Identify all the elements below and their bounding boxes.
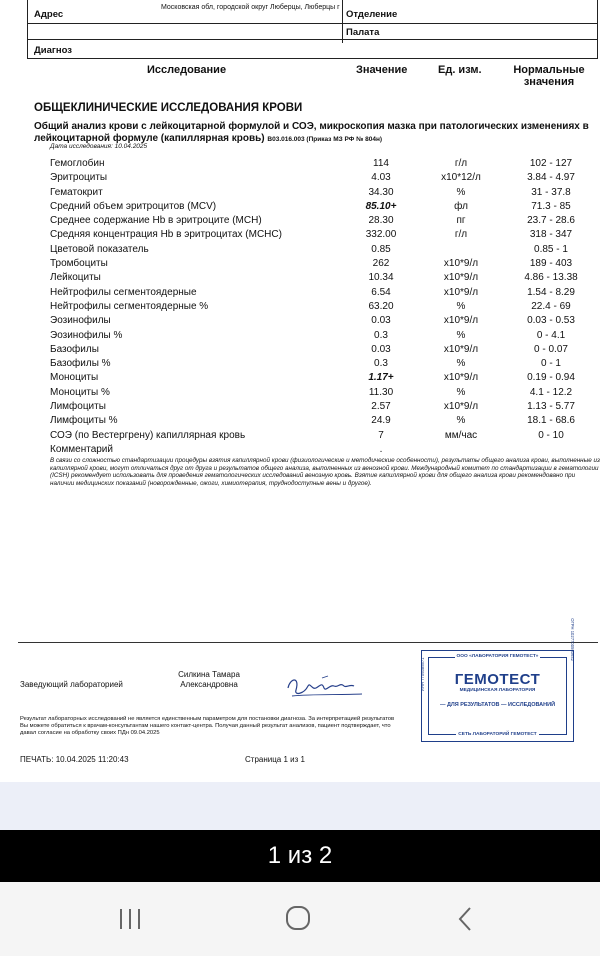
result-value: 2.57 xyxy=(371,401,391,413)
diagnosis-label: Диагноз xyxy=(34,45,72,56)
result-value: 0.03 xyxy=(371,315,391,327)
signature-image xyxy=(282,668,372,704)
lab-head-name: Силкина Тамара Александровна xyxy=(178,670,240,689)
result-name: Эритроциты xyxy=(50,172,108,184)
header-divider xyxy=(28,39,597,40)
result-norm: 102 - 127 xyxy=(529,158,573,169)
result-unit: пг xyxy=(456,215,466,227)
table-row xyxy=(0,243,600,257)
table-row xyxy=(0,400,600,414)
result-value: 63.20 xyxy=(368,300,394,312)
table-row xyxy=(0,257,600,271)
table-row xyxy=(0,286,600,300)
table-row xyxy=(0,414,600,428)
stamp-ogrn: ОГРН 1027700593642 xyxy=(570,618,575,661)
result-unit: x10*12/л xyxy=(441,172,481,184)
ward-label: Палата xyxy=(346,27,380,38)
table-row xyxy=(0,186,600,200)
result-name: Нейтрофилы сегментоядерные % xyxy=(50,300,209,312)
patient-header-table xyxy=(27,0,598,59)
stamp-inn: ИНН 7709385571 xyxy=(420,657,425,691)
result-norm: 0 - 10 xyxy=(538,429,564,441)
result-unit: фл xyxy=(454,200,468,212)
result-norm: 22.4 - 69 xyxy=(531,300,571,312)
result-norm: 4.86 - 13.38 xyxy=(524,272,578,284)
result-value: 34.30 xyxy=(368,186,394,198)
result-unit: x10*9/л xyxy=(443,315,479,327)
result-norm: 3.84 - 4.97 xyxy=(527,172,575,184)
result-value: 24.9 xyxy=(371,415,391,427)
result-norm: 0.03 - 0.53 xyxy=(527,315,575,327)
capillary-blood-note: В связи со сложностью стандартизации процедуры взятия капиллярной крови (физиологические и методические особенности), результаты общего анализа крови, выполненные из капиллярной крови, могут отличаться друг от друга и результатов общего анализа, выполненных из венозной крови. Международный комитет по стандартизации в гематологии (ICSH) рекомендует использовать для проведения гематологических исследований венозную кровь. Взятие капиллярной крови для общего анализа крови рекомендовано при наличии медицинских показаний (новорожденные, ожоги, химиотерапия, труднодоступные вены и другое). xyxy=(50,457,600,488)
result-name: Нейтрофилы сегментоядерные xyxy=(50,286,197,298)
result-unit: % xyxy=(456,386,466,398)
result-norm: 71.3 - 85 xyxy=(531,200,571,212)
address-value: Московская обл, городской округ Люберцы, Люберцы г xyxy=(161,4,340,11)
column-header-test: Исследование xyxy=(147,64,227,76)
result-name: Базофилы xyxy=(50,343,99,355)
result-unit: г/л xyxy=(454,229,468,241)
result-unit: % xyxy=(456,300,466,312)
results-table xyxy=(0,157,600,457)
result-name: Среднее содержание Hb в эритроците (MCH) xyxy=(50,215,262,227)
result-value: 28.30 xyxy=(368,215,394,227)
result-name: Средний объем эритроцитов (MCV) xyxy=(50,200,217,212)
table-row xyxy=(0,271,600,285)
panel-code: B03.016.003 (Приказ МЗ РФ № 804н) xyxy=(267,136,383,143)
result-name: Моноциты % xyxy=(50,386,110,398)
result-value: 10.34 xyxy=(368,272,394,284)
column-header-norm: Нормальные значения xyxy=(513,64,585,88)
result-unit: x10*9/л xyxy=(443,272,479,284)
result-norm: 31 - 37.8 xyxy=(531,186,571,198)
table-row xyxy=(0,300,600,314)
result-unit: мм/час xyxy=(444,429,478,441)
result-value: 85.10+ xyxy=(365,200,397,212)
result-value: 332.00 xyxy=(365,229,397,241)
result-value: 114 xyxy=(373,158,389,169)
result-norm: 0.85 - 1 xyxy=(534,243,568,255)
result-value: 6.54 xyxy=(371,286,391,298)
panel-title-text: Общий анализ крови с лейкоцитарной формулой и СОЭ, микроскопия мазка при патологических изменениях в лейкоцитарной формуле (капиллярная кровь) xyxy=(34,121,589,144)
stamp-top-label: ООО «ЛАБОРАТОРИЯ ГЕМОТЕСТ» xyxy=(456,654,539,659)
result-unit: x10*9/л xyxy=(443,286,479,298)
table-row xyxy=(0,200,600,214)
result-norm: 318 - 347 xyxy=(529,229,573,241)
result-unit: x10*9/л xyxy=(443,372,479,384)
result-value: 11.30 xyxy=(368,386,394,398)
lab-stamp xyxy=(420,618,575,742)
table-row xyxy=(0,228,600,242)
result-unit: x10*9/л xyxy=(443,343,479,355)
page-indicator: 1 из 2 xyxy=(267,842,333,869)
result-unit: x10*9/л xyxy=(443,401,479,413)
result-name: Эозинофилы % xyxy=(50,329,123,341)
disclaimer: Результат лабораторных исследований не является единственным параметром для постановки диагноза. За интерпретацией результатов Вы можете обратиться к врачам-консультантам нашего контакт-центра. Получая данный результат анализов, пациент подтверждает, что давал согласие на обработку своих ПДн 09.04.2025 xyxy=(20,716,395,737)
result-value: 262 xyxy=(372,258,390,270)
result-norm: 0 - 0.07 xyxy=(534,343,568,355)
page-counter: Страница 1 из 1 xyxy=(245,755,305,764)
result-unit: % xyxy=(456,329,466,341)
result-value: 0.03 xyxy=(371,343,391,355)
result-value: . xyxy=(379,443,383,455)
footer-separator xyxy=(18,642,598,643)
result-value: 0.85 xyxy=(371,243,391,255)
table-row xyxy=(0,386,600,400)
table-row xyxy=(0,157,600,171)
result-name: Цветовой показатель xyxy=(50,243,149,255)
result-name: Лейкоциты xyxy=(50,272,101,284)
stamp-bottom-text xyxy=(429,732,566,737)
stamp-subtitle: МЕДИЦИНСКАЯ ЛАБОРАТОРИЯ xyxy=(459,688,536,693)
result-norm: 1.54 - 8.29 xyxy=(527,286,575,298)
result-norm: 1.13 - 5.77 xyxy=(527,401,575,413)
back-icon[interactable] xyxy=(446,904,486,934)
column-header-value: Значение xyxy=(356,64,408,76)
result-norm: 0.19 - 0.94 xyxy=(527,372,575,384)
home-icon[interactable] xyxy=(278,904,318,934)
system-navigation-bar xyxy=(0,882,600,956)
result-unit: % xyxy=(456,186,466,198)
result-value: 7 xyxy=(378,429,384,441)
result-name: Тромбоциты xyxy=(50,258,108,270)
page-indicator-bar xyxy=(0,830,600,882)
result-value: 0.3 xyxy=(374,358,388,370)
result-value: 1.17+ xyxy=(368,372,394,384)
result-name: Средняя концентрация Hb в эритроцитах (MCHC) xyxy=(50,229,282,241)
result-norm: 4.1 - 12.2 xyxy=(529,386,573,398)
table-row xyxy=(0,329,600,343)
result-unit: г/л xyxy=(454,158,468,169)
viewer-background xyxy=(0,782,600,830)
table-row xyxy=(0,371,600,385)
result-name: Комментарий xyxy=(50,443,113,455)
result-unit: % xyxy=(456,415,466,427)
result-norm: 0 - 1 xyxy=(540,358,561,370)
header-divider xyxy=(28,23,597,24)
result-unit: x10*9/л xyxy=(443,258,479,270)
print-timestamp: ПЕЧАТЬ: 10.04.2025 11:20:43 xyxy=(20,755,129,764)
table-row xyxy=(0,214,600,228)
result-norm: 189 - 403 xyxy=(529,258,573,270)
result-norm: 23.7 - 28.6 xyxy=(527,215,575,227)
result-value: 0.3 xyxy=(374,329,388,341)
stamp-brand: ГЕМОТЕСТ xyxy=(454,671,541,688)
stamp-middle: — ДЛЯ РЕЗУЛЬТАТОВ — ИССЛЕДОВАНИЙ xyxy=(439,702,556,708)
section-title: ОБЩЕКЛИНИЧЕСКИЕ ИССЛЕДОВАНИЯ КРОВИ xyxy=(34,102,303,114)
lab-head-label: Заведующий лабораторией xyxy=(20,680,123,689)
result-name: Моноциты xyxy=(50,372,99,384)
result-name: Гемоглобин xyxy=(50,158,105,169)
table-row xyxy=(0,314,600,328)
recent-apps-icon[interactable] xyxy=(110,904,150,934)
result-name: Лимфоциты xyxy=(50,401,106,413)
study-date: Дата исследования: 10.04.2025 xyxy=(50,143,148,150)
result-unit: % xyxy=(456,358,466,370)
result-name: Базофилы % xyxy=(50,358,111,370)
department-label: Отделение xyxy=(346,9,398,20)
lab-stamp-inner xyxy=(428,654,567,737)
table-row xyxy=(0,343,600,357)
stamp-bottom-label: СЕТЬ ЛАБОРАТОРИЙ ГЕМОТЕСТ xyxy=(458,732,537,737)
address-label: Адрес xyxy=(34,9,64,20)
table-row xyxy=(0,429,600,443)
column-header-unit: Ед. изм. xyxy=(438,64,482,76)
result-name: Эозинофилы xyxy=(50,315,111,327)
result-value: 4.03 xyxy=(371,172,391,184)
table-row xyxy=(0,443,600,457)
result-name: Лимфоциты % xyxy=(50,415,118,427)
stamp-top-text xyxy=(429,654,566,659)
result-norm: 0 - 4.1 xyxy=(536,329,566,341)
table-row xyxy=(0,357,600,371)
table-row xyxy=(0,171,600,185)
header-column-divider xyxy=(342,0,343,43)
result-name: Гематокрит xyxy=(50,186,103,198)
result-name: СОЭ (по Вестергрену) капиллярная кровь xyxy=(50,429,246,441)
result-norm: 18.1 - 68.6 xyxy=(527,415,575,427)
